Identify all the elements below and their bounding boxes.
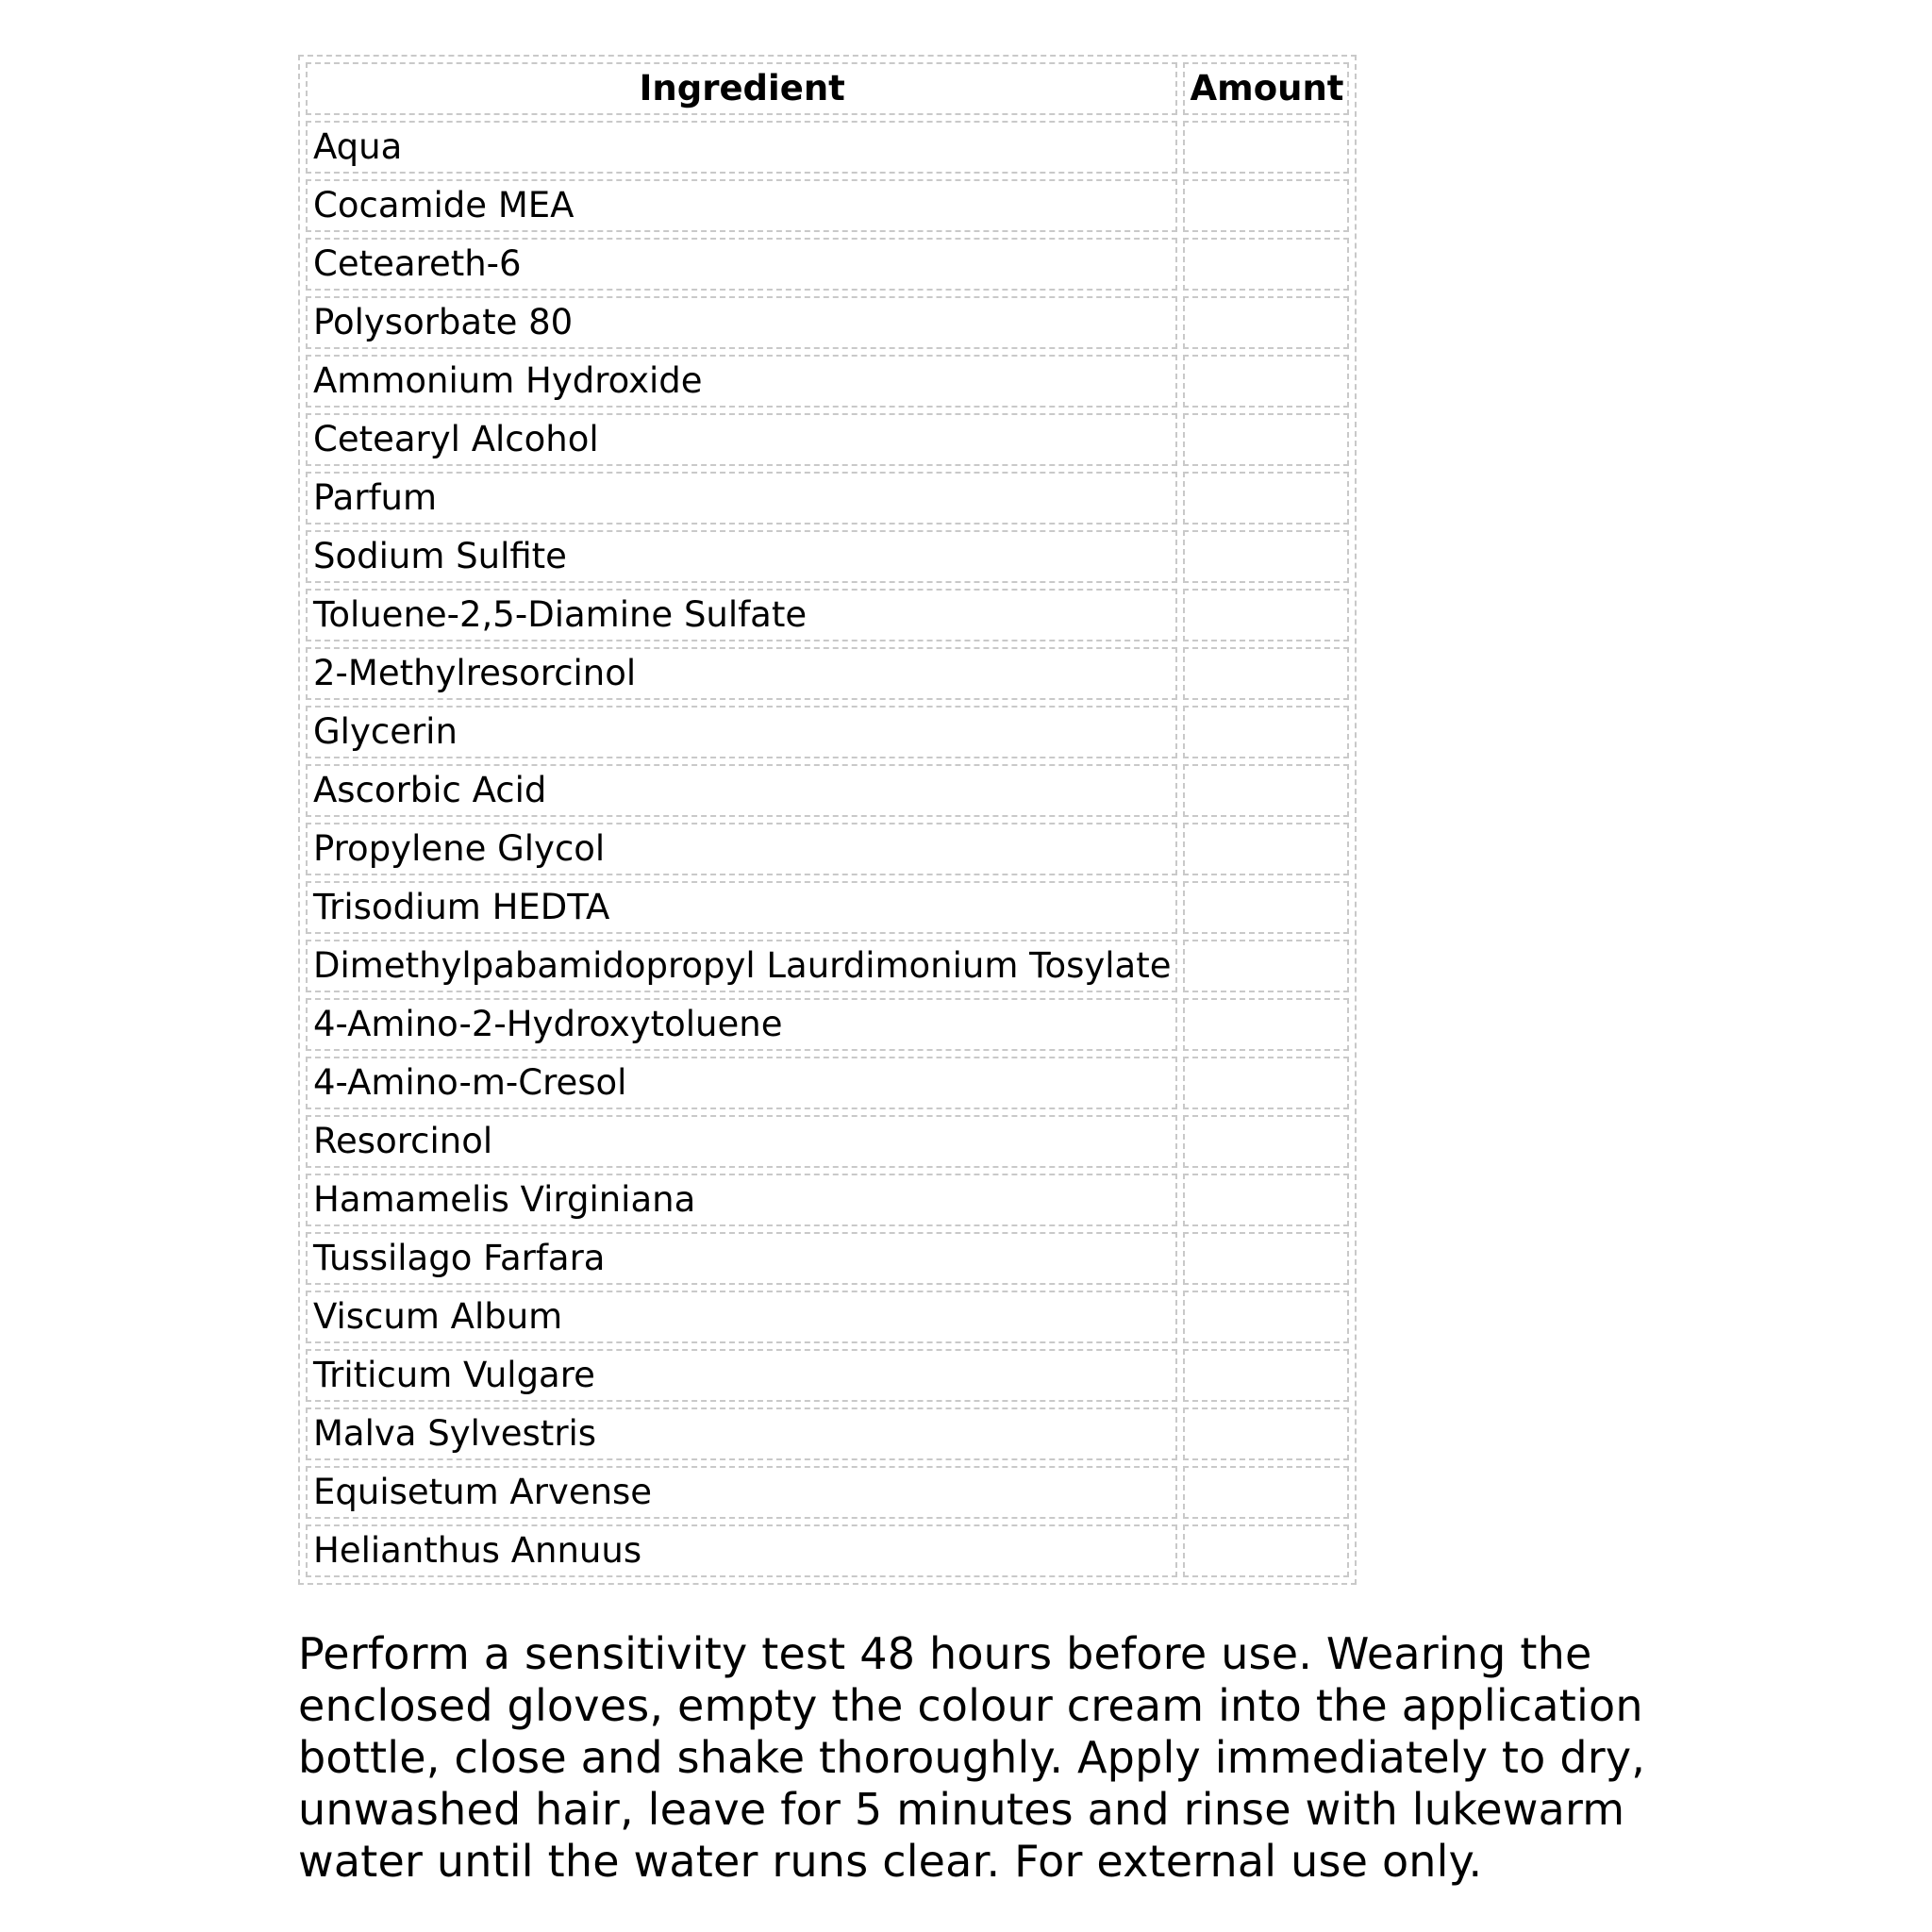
document <box>298 55 1657 1888</box>
amount-cell <box>1183 647 1350 700</box>
amount-cell <box>1183 296 1350 349</box>
table-row <box>306 1466 1349 1519</box>
amount-cell <box>1183 179 1350 232</box>
ingredient-cell: Parfum <box>306 472 1177 525</box>
table-row <box>306 823 1349 875</box>
amount-cell <box>1183 1349 1350 1402</box>
ingredient-cell: Tussilago Farfara <box>306 1232 1177 1285</box>
table-row <box>306 1057 1349 1109</box>
table-row <box>306 472 1349 525</box>
amount-cell <box>1183 1524 1350 1577</box>
ingredient-cell: Hamamelis Virginiana <box>306 1174 1177 1226</box>
amount-cell <box>1183 1407 1350 1460</box>
ingredient-cell: Propylene Glycol <box>306 823 1177 875</box>
amount-cell <box>1183 823 1350 875</box>
ingredient-cell: Trisodium HEDTA <box>306 881 1177 934</box>
amount-cell <box>1183 1466 1350 1519</box>
table-row <box>306 179 1349 232</box>
table-row <box>306 530 1349 583</box>
table-row <box>306 706 1349 758</box>
table-row <box>306 764 1349 817</box>
amount-cell <box>1183 472 1350 525</box>
ingredient-cell: Cetearyl Alcohol <box>306 413 1177 466</box>
ingredient-cell: Helianthus Annuus <box>306 1524 1177 1577</box>
table-row <box>306 1291 1349 1343</box>
ingredient-cell: 2-Methylresorcinol <box>306 647 1177 700</box>
table-row <box>306 589 1349 641</box>
ingredient-cell: Glycerin <box>306 706 1177 758</box>
table-row <box>306 1407 1349 1460</box>
ingredient-cell: Triticum Vulgare <box>306 1349 1177 1402</box>
amount-cell <box>1183 589 1350 641</box>
table-row <box>306 121 1349 174</box>
amount-cell <box>1183 1291 1350 1343</box>
ingredient-cell: Malva Sylvestris <box>306 1407 1177 1460</box>
ingredient-cell: 4-Amino-2-Hydroxytoluene <box>306 998 1177 1051</box>
ingredient-column-header: Ingredient <box>306 62 1177 115</box>
table-row <box>306 1174 1349 1226</box>
amount-cell <box>1183 764 1350 817</box>
ingredient-cell: Ammonium Hydroxide <box>306 355 1177 408</box>
amount-cell <box>1183 1115 1350 1168</box>
amount-cell <box>1183 998 1350 1051</box>
table-row <box>306 355 1349 408</box>
ingredient-cell: Cocamide MEA <box>306 179 1177 232</box>
ingredient-cell: Toluene-2,5-Diamine Sulfate <box>306 589 1177 641</box>
table-row <box>306 1115 1349 1168</box>
amount-cell <box>1183 706 1350 758</box>
ingredients-table-body <box>306 121 1349 1577</box>
amount-cell <box>1183 1057 1350 1109</box>
ingredient-cell: Viscum Album <box>306 1291 1177 1343</box>
ingredient-cell: Dimethylpabamidopropyl Laurdimonium Tosylate <box>306 940 1177 992</box>
ingredient-cell: Aqua <box>306 121 1177 174</box>
ingredient-cell: 4-Amino-m-Cresol <box>306 1057 1177 1109</box>
table-row <box>306 1349 1349 1402</box>
amount-cell <box>1183 881 1350 934</box>
table-row <box>306 647 1349 700</box>
amount-cell <box>1183 121 1350 174</box>
amount-cell <box>1183 355 1350 408</box>
ingredient-cell: Ascorbic Acid <box>306 764 1177 817</box>
table-header-row <box>306 62 1349 115</box>
ingredient-cell: Ceteareth-6 <box>306 238 1177 291</box>
table-row <box>306 940 1349 992</box>
table-row <box>306 413 1349 466</box>
ingredient-cell: Resorcinol <box>306 1115 1177 1168</box>
amount-cell <box>1183 238 1350 291</box>
ingredient-cell: Sodium Sulfite <box>306 530 1177 583</box>
amount-cell <box>1183 530 1350 583</box>
amount-column-header: Amount <box>1183 62 1350 115</box>
table-row <box>306 1232 1349 1285</box>
amount-cell <box>1183 1174 1350 1226</box>
amount-cell <box>1183 413 1350 466</box>
table-row <box>306 881 1349 934</box>
usage-instructions: Perform a sensitivity test 48 hours before use. Wearing the enclosed gloves, empty the colour cream into the application bottle, close and shake thoroughly. Apply immediately to dry, unwashed hair, leave for 5 minutes and rinse with lukewarm water until the water runs clear. For external use only. <box>298 1628 1646 1887</box>
ingredient-cell: Polysorbate 80 <box>306 296 1177 349</box>
ingredient-cell: Equisetum Arvense <box>306 1466 1177 1519</box>
table-row <box>306 296 1349 349</box>
amount-cell <box>1183 940 1350 992</box>
table-row <box>306 238 1349 291</box>
table-row <box>306 1524 1349 1577</box>
ingredients-table <box>298 55 1357 1585</box>
amount-cell <box>1183 1232 1350 1285</box>
table-row <box>306 998 1349 1051</box>
